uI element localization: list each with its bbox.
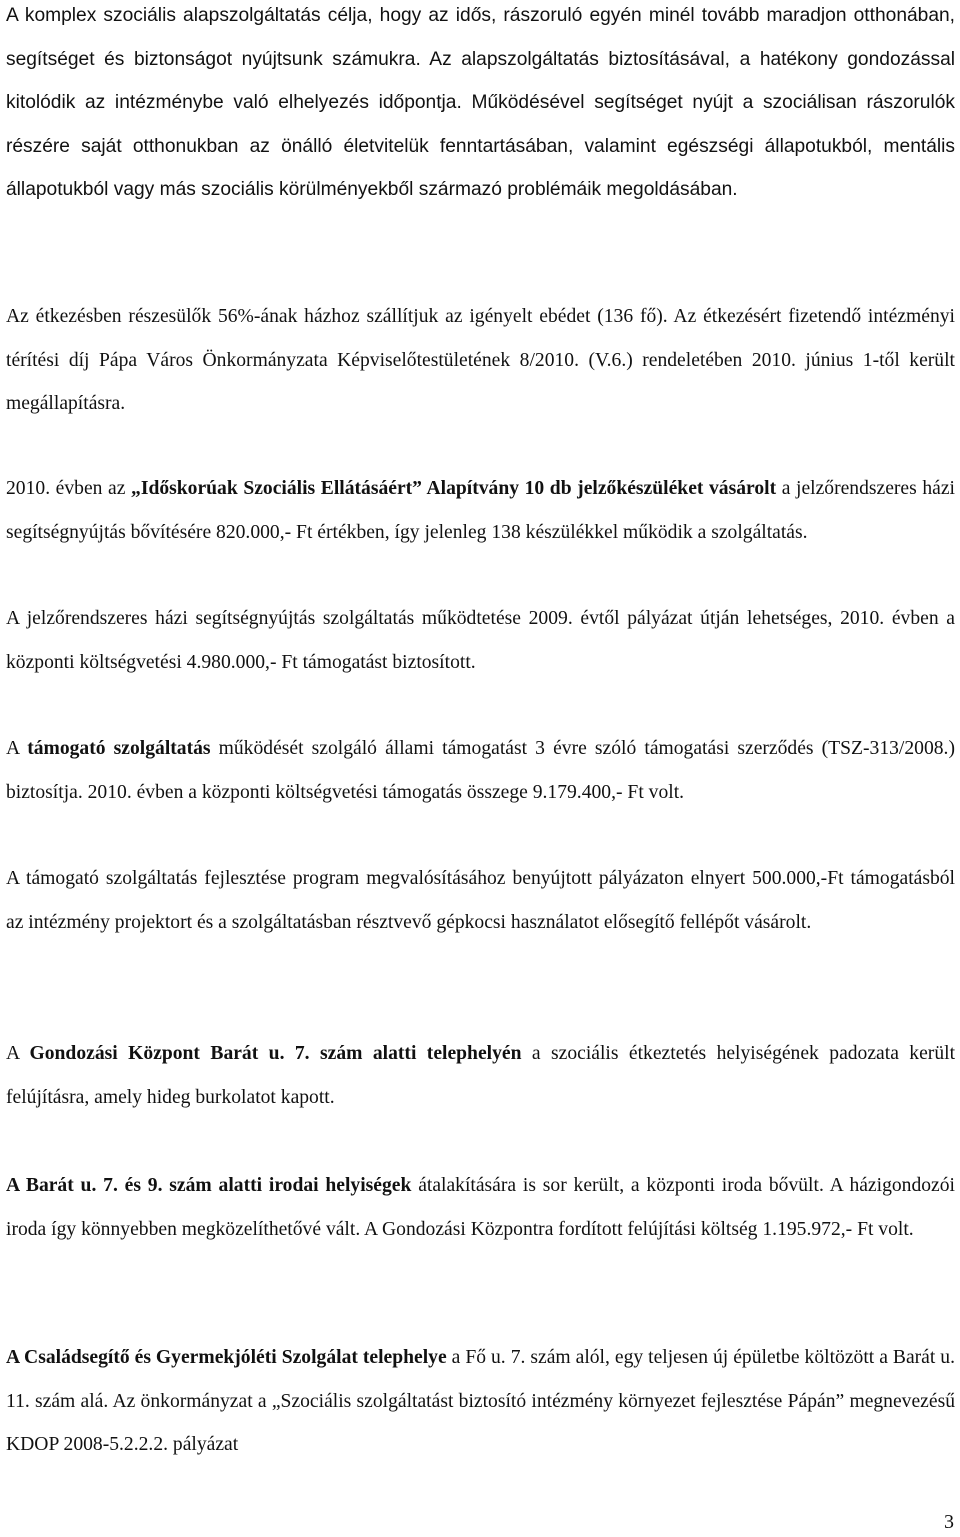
text-run: A jelzőrendszeres házi segítségnyújtás szolgáltatás működtetése 2009. évtől pályázat útján lehetséges, 2010. évben a központi költségvetési 4.980.000,- Ft támogatást biztosított.	[6, 608, 955, 673]
bold-text: támogató szolgáltatás	[27, 738, 211, 759]
text-run: A támogató szolgáltatás fejlesztése program megvalósításához benyújtott pályázaton elnyert 500.000,-Ft támogatásból az intézmény projektort és a szolgáltatásban résztvevő gépkocsi használatot elősegítő fellépőt vásárolt.	[6, 868, 955, 933]
text-run: Az étkezésben részesülők 56%-ának házhoz szállítjuk az igényelt ebédet (136 fő). Az étkezésért fizetendő intézményi térítési díj Pápa Város Önkormányzata Képviselőtestületének 8/2010. (V.6.) rendeletében 2010. június 1-től került megállapításra.	[6, 306, 955, 415]
text-run: átalakítására is sor került, a központi iroda bővült. A házigondozói iroda így könnyebben megközelíthetővé vált. A Gondozási Központra fordított felújítási költség 1.195.972,- Ft volt.	[6, 1175, 955, 1240]
page-number: 3	[944, 1511, 954, 1533]
paragraph-jelzorendszer-tamogatas	[6, 597, 955, 684]
text-run: A	[6, 1043, 30, 1064]
paragraph-tamogato-fejlesztes	[6, 857, 955, 944]
text-run: a jelzőrendszeres házi segítségnyújtás bővítésére 820.000,- Ft értékben, így jelenleg 138 készülékkel működik a szolgáltatás.	[6, 478, 955, 543]
paragraph-jelzokeszulek	[6, 467, 955, 554]
bold-text: Gondozási Központ Barát u. 7. szám alatti telephelyén	[29, 1043, 522, 1064]
text-run: a Fő u. 7. szám alól, egy teljesen új épületbe költözött a Barát u. 11. szám alá. Az önkormányzat a „Szociális szolgáltatást biztosító intézmény környezet fejlesztése Pápán” megnevezésű KDOP 2008-5.2.2.2. pályázat	[6, 1347, 955, 1456]
bold-text: A Barát u. 7. és 9. szám alatti irodai helyiségek	[6, 1175, 412, 1196]
text-run: A	[6, 738, 28, 759]
text-run: A komplex szociális alapszolgáltatás célja, hogy az idős, rászoruló egyén minél tovább maradjon otthonában, segítséget és biztonságot nyújtsunk számukra. Az alapszolgáltatás biztosításával, a hatékony gondozással kitolódik az intézménybe való elhelyezés időpontja. Működésével segítséget nyújt a szociálisan rászorulók részére saját otthonukban az önálló életvitelük fenntartásában, valamint egészségi állapotukból, mentális állapotukból vagy más szociális körülményekből származó problémáik megoldásában.	[6, 5, 955, 201]
bold-text: Alapítvány 10 db jelzőkészüléket vásárolt	[421, 478, 777, 499]
bold-text: „Időskorúak Szociális Ellátásáért”	[131, 478, 422, 499]
bold-text: A Családsegítő és Gyermekjóléti Szolgálat telephelye	[6, 1347, 447, 1368]
paragraph-komplex-alapszolgaltatas	[6, 0, 955, 212]
text-run: 2010. évben az	[6, 478, 132, 499]
paragraph-tamogato-szolgaltatas	[6, 727, 955, 814]
text-run: a szociális étkeztetés helyiségének padozata került felújításra, amely hideg burkolatot kapott.	[6, 1043, 956, 1108]
text-run: működését szolgáló állami támogatást 3 évre szóló támogatási szerződés (TSZ-313/2008.) biztosítja. 2010. évben a központi költségvetési támogatás összege 9.179.400,- Ft volt.	[6, 738, 955, 803]
paragraph-csaladsegito-telephely	[6, 1336, 955, 1467]
paragraph-irodai-helyisegek	[6, 1164, 955, 1251]
paragraph-gondozasi-kozpont-telephely	[6, 1032, 955, 1119]
paragraph-etkezes	[6, 295, 955, 426]
